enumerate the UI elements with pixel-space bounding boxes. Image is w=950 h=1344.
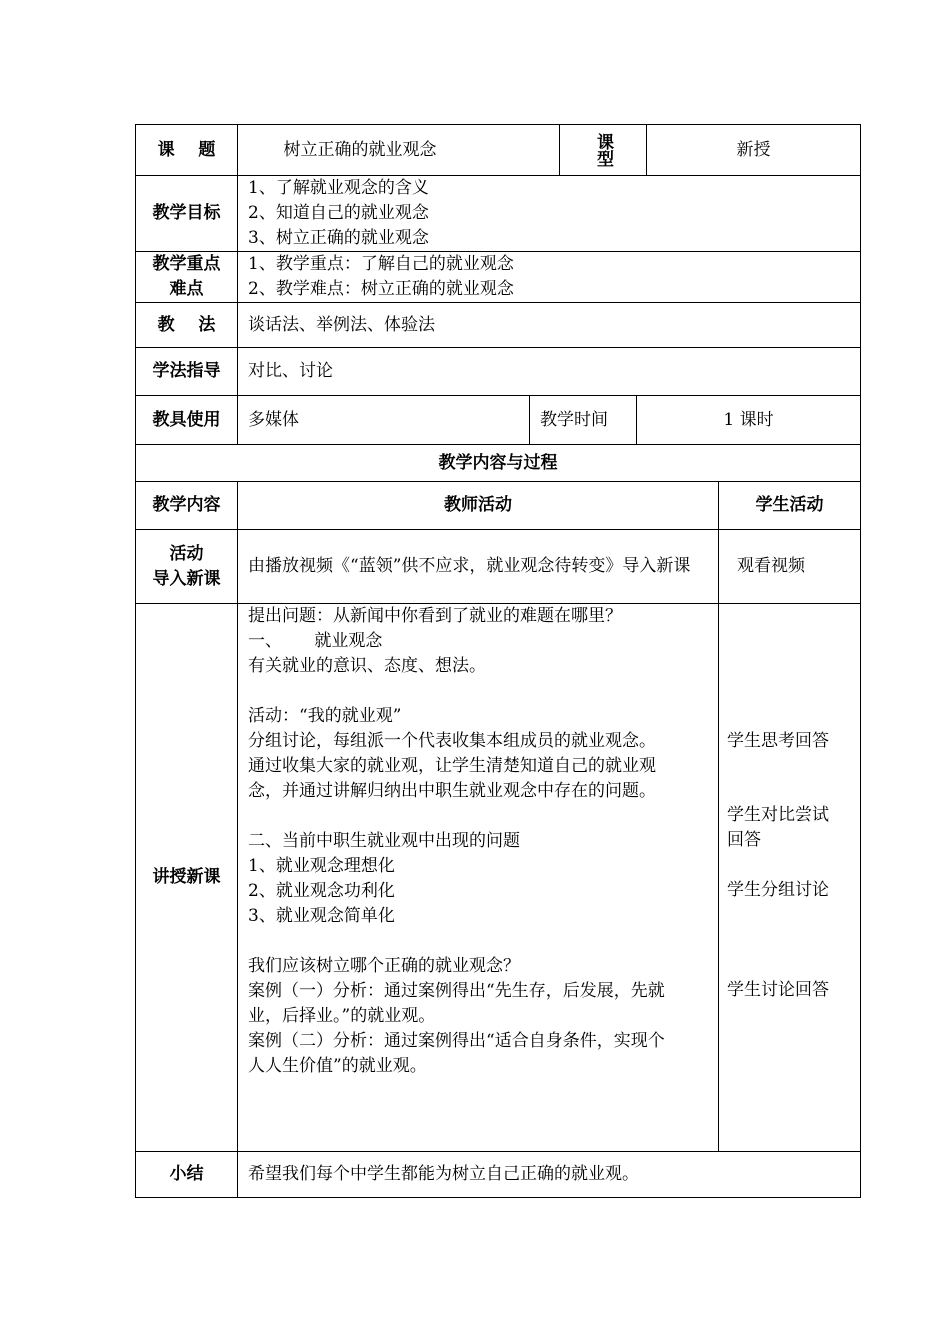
student-activity-line: 回答	[727, 830, 761, 850]
key-points-label: 教学重点难点	[152, 254, 221, 299]
table-border-bottom	[135, 1197, 861, 1198]
teacher-line: 二、当前中职生就业观中出现的问题	[248, 831, 520, 851]
teacher-line: 分组讨论，每组派一个代表收集本组成员的就业观念。	[248, 731, 656, 751]
teacher-line: 活动：“我的就业观”	[248, 706, 402, 726]
teacher-line: 案例（一）分析：通过案例得出“先生存，后发展，先就	[248, 981, 665, 1001]
objectives-label: 教学目标	[152, 203, 221, 223]
objective-item: 1、了解就业观念的含义	[248, 178, 429, 198]
tools-label: 教具使用	[152, 409, 221, 430]
guide-value: 对比、讨论	[248, 361, 333, 381]
method-label: 教 法	[157, 314, 216, 335]
topic-label: 课 题	[157, 139, 216, 160]
teacher-line: 3、就业观念简单化	[248, 906, 395, 926]
teacher-line: 业，后择业。”的就业观。	[248, 1006, 436, 1026]
guide-label: 学法指导	[152, 361, 221, 381]
col-header-student: 学生活动	[755, 495, 824, 515]
table-border-right	[860, 124, 861, 1198]
method-value: 谈话法、举例法、体验法	[248, 314, 435, 335]
type-label: 课型	[593, 133, 613, 167]
teacher-line: 通过收集大家的就业观，让学生清楚知道自己的就业观	[248, 756, 656, 776]
student-activity-4: 学生讨论回答	[727, 980, 829, 1000]
teacher-line: 1、就业观念理想化	[248, 856, 395, 876]
intro-teacher-activity: 由播放视频《“蓝领”供不应求，就业观念待转变》导入新课	[248, 556, 691, 576]
col-header-teacher: 教师活动	[444, 495, 512, 515]
time-value: 1 课时	[723, 409, 774, 430]
teacher-line: 案例（二）分析：通过案例得出“适合自身条件，实现个	[248, 1031, 665, 1051]
key-points-list	[238, 252, 860, 302]
student-activity-line: 学生对比尝试	[727, 805, 829, 825]
teacher-line: 我们应该树立哪个正确的就业观念？	[248, 956, 520, 976]
time-label: 教学时间	[540, 409, 608, 430]
intro-student-activity: 观看视频	[737, 556, 805, 576]
objective-item: 2、知道自己的就业观念	[248, 203, 429, 223]
teacher-line: 人人生价值”的就业观。	[248, 1056, 427, 1076]
summary-value: 希望我们每个中学生都能为树立自己正确的就业观。	[248, 1164, 639, 1184]
teacher-line: 一、 就业观念	[248, 631, 383, 651]
teacher-line: 2、就业观念功利化	[248, 881, 395, 901]
teacher-line: 念，并通过讲解归纳出中职生就业观念中存在的问题。	[248, 781, 656, 801]
teacher-line: 有关就业的意识、态度、想法。	[248, 656, 486, 676]
objectives-list	[238, 176, 860, 251]
section-title: 教学内容与过程	[438, 452, 558, 473]
objective-item: 3、树立正确的就业观念	[248, 228, 429, 248]
student-activity-1: 学生思考回答	[727, 731, 829, 751]
teacher-line: 提出问题：从新闻中你看到了就业的难题在哪里？	[248, 606, 622, 626]
type-value: 新授	[736, 139, 771, 160]
main-label: 讲授新课	[152, 867, 221, 887]
col-header-content: 教学内容	[152, 495, 221, 515]
student-activity-3: 学生分组讨论	[727, 880, 829, 900]
intro-label	[136, 530, 237, 603]
intro-label-line: 活动	[169, 543, 204, 564]
key-point-item: 1、教学重点：了解自己的就业观念	[248, 254, 514, 274]
topic-value: 树立正确的就业观念	[283, 139, 437, 160]
main-teacher-activity	[238, 604, 718, 1151]
intro-label-line: 导入新课	[152, 568, 221, 589]
student-activity-2	[727, 803, 857, 853]
tools-value: 多媒体	[248, 409, 299, 430]
summary-label: 小结	[169, 1164, 204, 1184]
key-point-item: 2、教学难点：树立正确的就业观念	[248, 279, 514, 299]
